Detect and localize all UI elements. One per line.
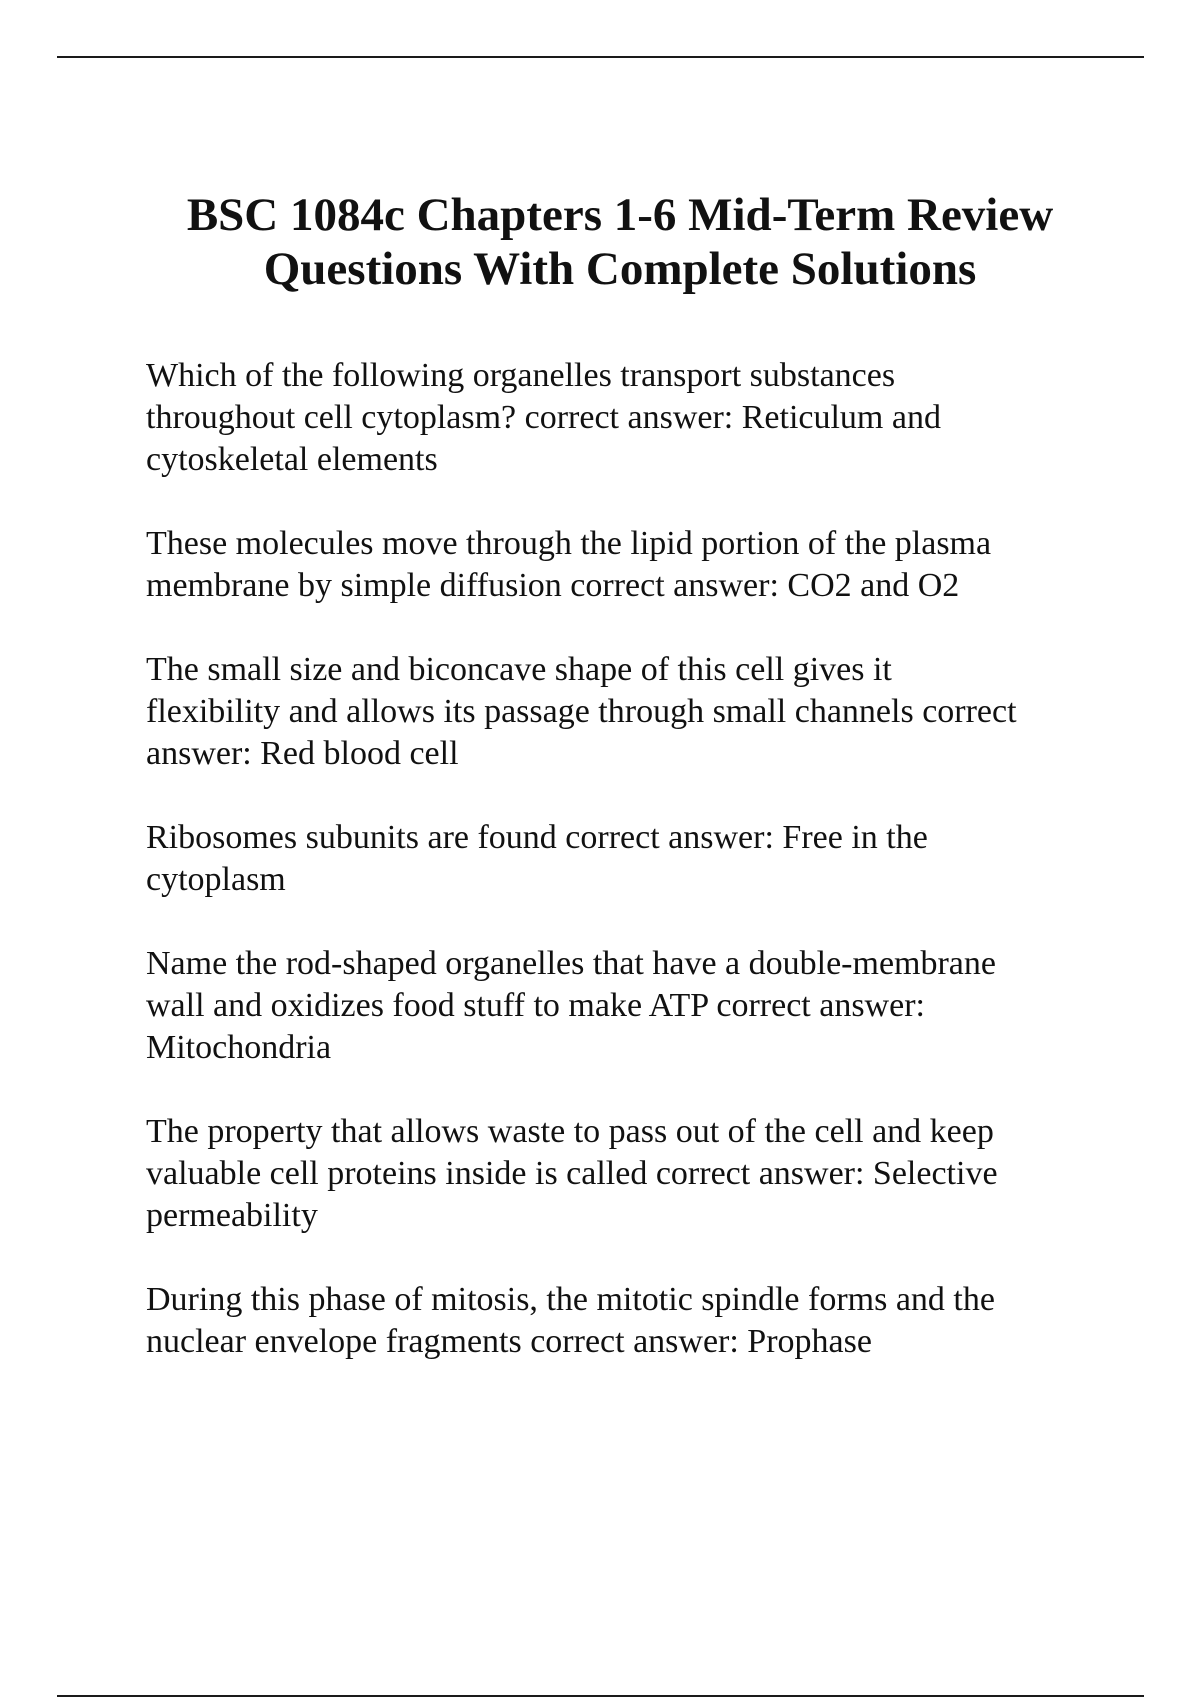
document-title: [100, 188, 1140, 296]
question-4-line-1: Ribosomes subunits are found correct answer: Free in the: [146, 819, 928, 856]
bottom-rule: [57, 1695, 1144, 1697]
question-1-line-3: cytoskeletal elements: [146, 441, 438, 478]
question-2-line-2: membrane by simple diffusion correct answer: CO2 and O2: [146, 567, 960, 604]
question-item-6: [146, 1111, 1086, 1237]
top-rule: [57, 56, 1144, 58]
question-3-line-3: answer: Red blood cell: [146, 735, 459, 772]
question-3-line-1: The small size and biconcave shape of this cell gives it: [146, 651, 892, 688]
title-line-2: Questions With Complete Solutions: [263, 243, 977, 295]
question-5-line-2: wall and oxidizes food stuff to make ATP correct answer:: [146, 987, 925, 1024]
question-item-3: [146, 649, 1086, 775]
question-7-line-2: nuclear envelope fragments correct answer: Prophase: [146, 1323, 872, 1360]
question-3-line-2: flexibility and allows its passage through small channels correct: [146, 693, 1017, 730]
question-item-4: [146, 817, 1086, 901]
question-item-7: [146, 1279, 1086, 1363]
title-line-1: BSC 1084c Chapters 1-6 Mid-Term Review: [186, 189, 1054, 241]
question-item-1: [146, 355, 1086, 481]
question-2-line-1: These molecules move through the lipid portion of the plasma: [146, 525, 992, 562]
question-item-2: [146, 523, 1086, 607]
question-6-line-1: The property that allows waste to pass out of the cell and keep: [146, 1113, 994, 1150]
question-1-line-2: throughout cell cytoplasm? correct answer: Reticulum and: [146, 399, 941, 436]
question-6-line-2: valuable cell proteins inside is called correct answer: Selective: [146, 1155, 998, 1192]
question-4-line-2: cytoplasm: [146, 861, 286, 898]
question-list: [146, 355, 1086, 1405]
question-5-line-3: Mitochondria: [146, 1029, 332, 1066]
question-1-line-1: Which of the following organelles transport substances: [146, 357, 896, 394]
question-7-line-1: During this phase of mitosis, the mitotic spindle forms and the: [146, 1281, 995, 1318]
question-6-line-3: permeability: [146, 1197, 318, 1234]
question-5-line-1: Name the rod-shaped organelles that have a double-membrane: [146, 945, 996, 982]
question-item-5: [146, 943, 1086, 1069]
